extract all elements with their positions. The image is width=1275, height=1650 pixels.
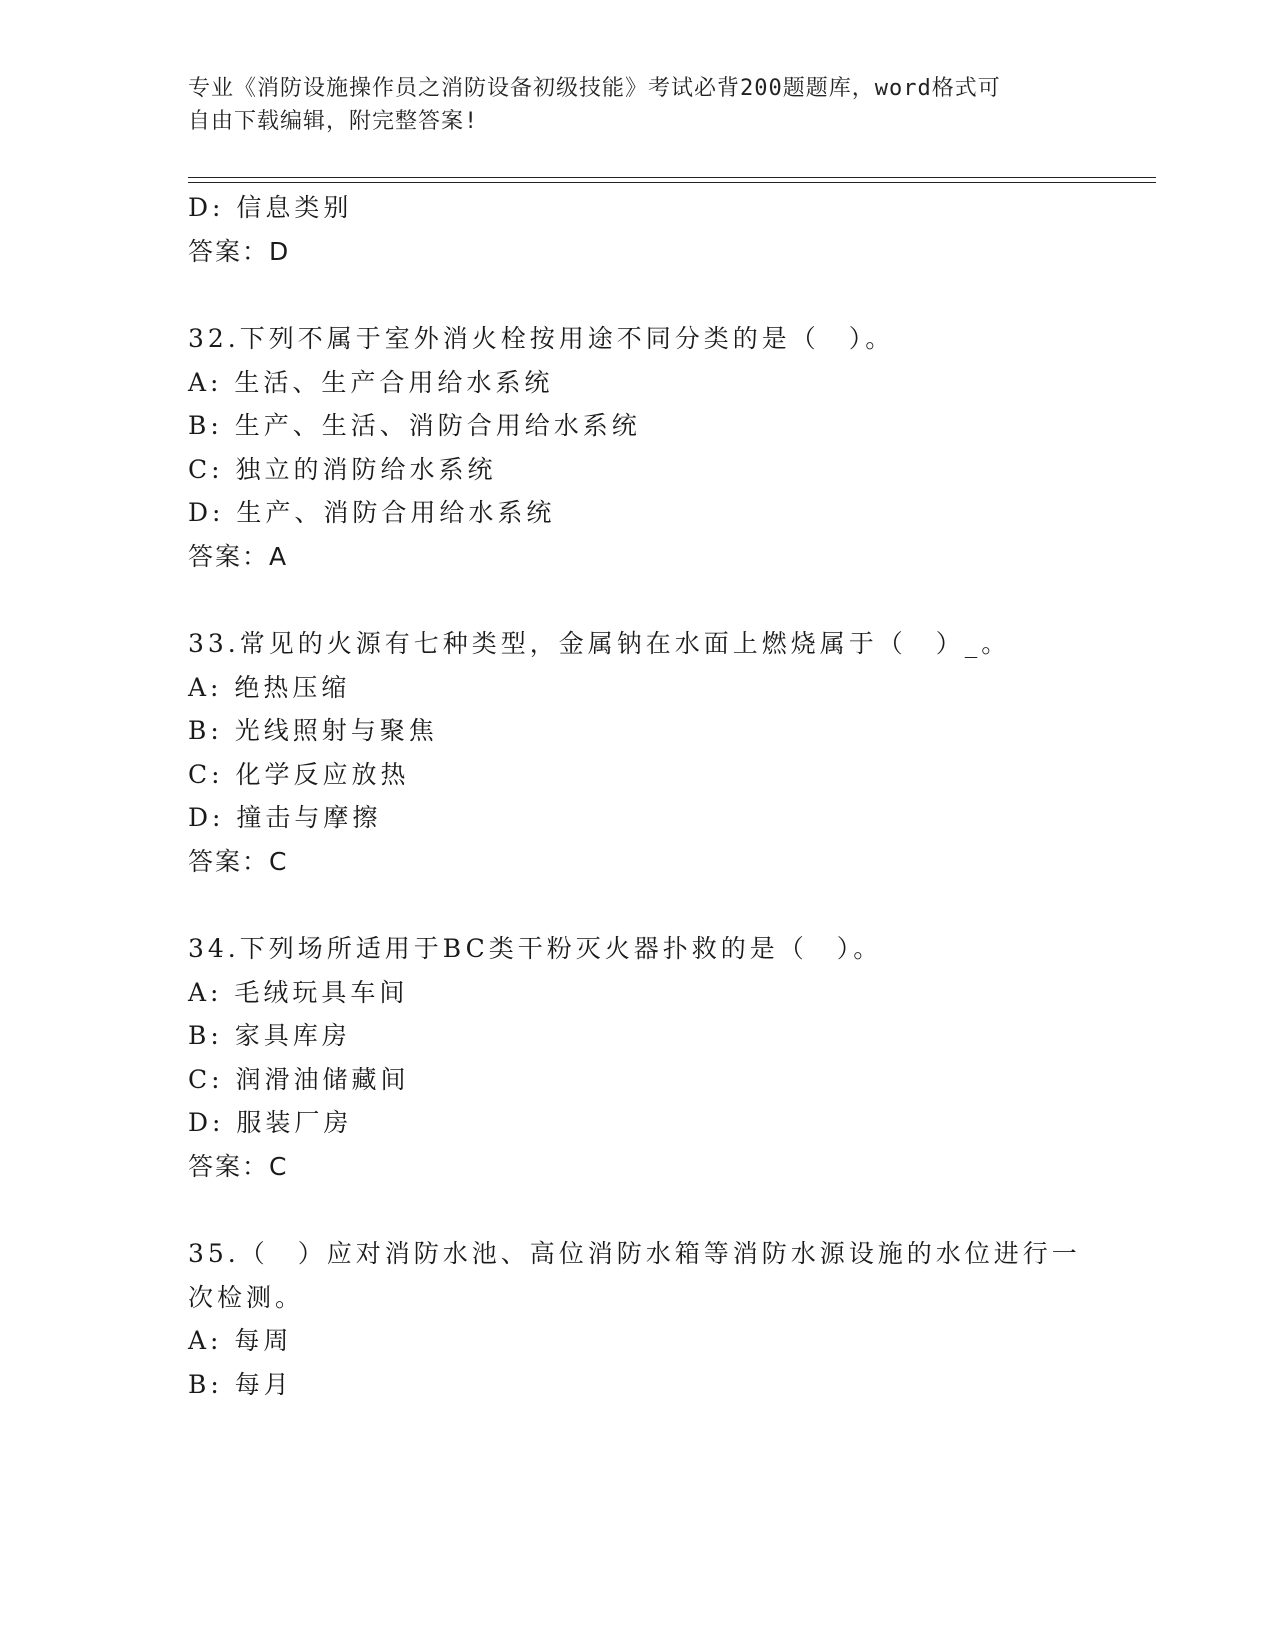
document-header: [188, 72, 1088, 138]
q34-answer: 答案：C: [188, 1152, 289, 1181]
q32-option-c: C: 独立的消防给水系统: [188, 455, 497, 484]
q32-question: 32.下列不属于室外消火栓按用途不同分类的是（ ）。: [188, 324, 895, 353]
q32-answer: 答案：A: [188, 542, 289, 571]
q33-option-c: C: 化学反应放热: [188, 760, 410, 789]
header-line-2: 自由下载编辑，附完整答案!: [188, 109, 479, 134]
q35-question-cont: 次检测。: [188, 1283, 305, 1312]
header-rule-bottom: [188, 182, 1156, 183]
q34-option-a: A: 毛绒玩具车间: [188, 978, 409, 1007]
q35-option-b: B: 每月: [188, 1370, 293, 1399]
header-line-1: 专业《消防设施操作员之消防设备初级技能》考试必背200题题库，word格式可: [188, 76, 1001, 101]
q31-answer: 答案：D: [188, 237, 291, 266]
q33-answer: 答案：C: [188, 847, 289, 876]
q33-option-b: B: 光线照射与聚焦: [188, 716, 438, 745]
q32-option-d: D: 生产、消防合用给水系统: [188, 498, 556, 527]
q34-option-b: B: 家具库房: [188, 1021, 351, 1050]
q35-option-a: A: 每周: [188, 1326, 293, 1355]
q33-option-d: D: 撞击与摩擦: [188, 803, 382, 832]
q32-option-b: B: 生产、生活、消防合用给水系统: [188, 411, 641, 440]
q33-option-a: A: 绝热压缩: [188, 673, 351, 702]
q31-option-d: D: 信息类别: [188, 193, 353, 222]
q33-question: 33.常见的火源有七种类型，金属钠在水面上燃烧属于（ ）_。: [188, 629, 1011, 658]
q34-question: 34.下列场所适用于BC类干粉灭火器扑救的是（ ）。: [188, 934, 883, 963]
q35-question: 35.（ ）应对消防水池、高位消防水箱等消防水源设施的水位进行一: [188, 1239, 1081, 1268]
q34-option-c: C: 润滑油储藏间: [188, 1065, 410, 1094]
q34-option-d: D: 服装厂房: [188, 1108, 353, 1137]
q32-option-a: A: 生活、生产合用给水系统: [188, 368, 554, 397]
header-rule-top: [188, 177, 1156, 178]
